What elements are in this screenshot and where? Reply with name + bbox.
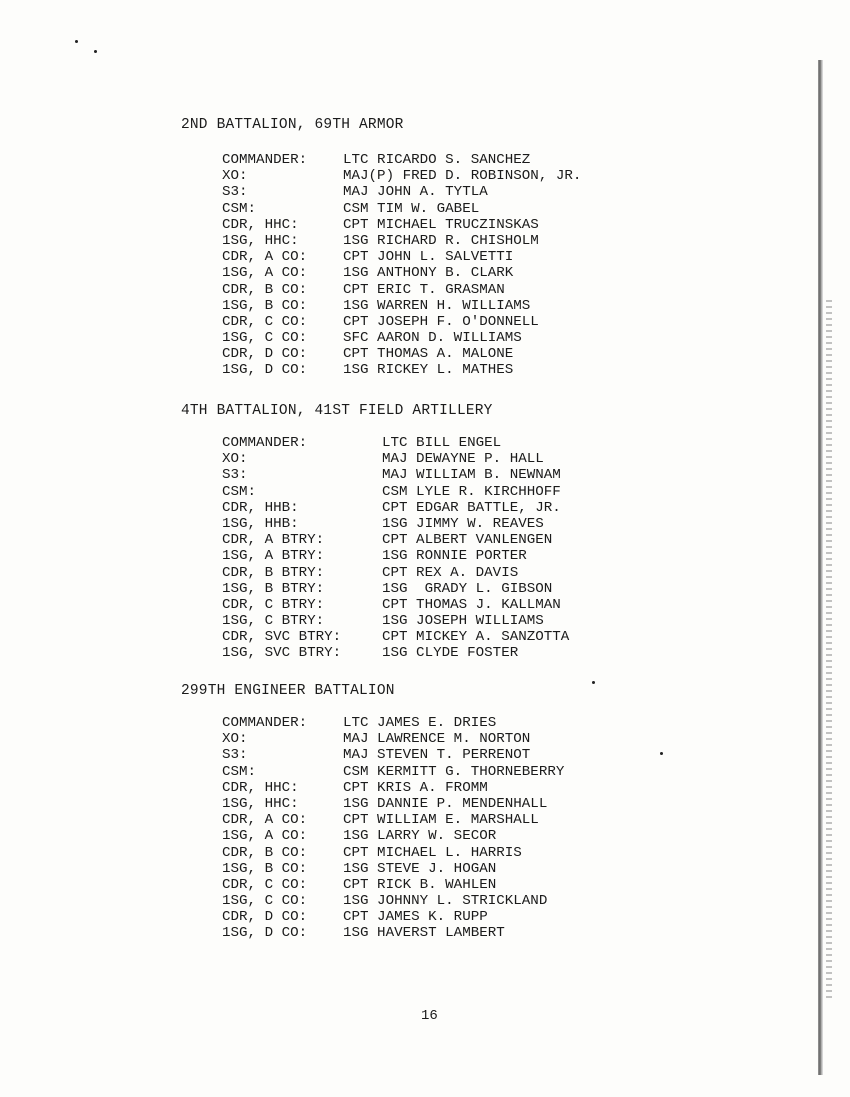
person-name: LTC BILL ENGEL (382, 435, 502, 451)
person-name: CPT EDGAR BATTLE, JR. (382, 499, 561, 516)
role-label: CSM: (222, 763, 257, 780)
person-name: MAJ STEVEN T. PERRENOT (343, 747, 531, 764)
roster-section-2 (222, 435, 570, 662)
scan-edge-noise (826, 300, 832, 1000)
roster-section-1 (222, 152, 582, 379)
role-label: 1SG, HHC: (222, 795, 299, 812)
person-name: 1SG WARREN H. WILLIAMS (343, 297, 531, 314)
role-label: 1SG, A CO: (222, 265, 308, 282)
role-label: 1SG, C CO: (222, 330, 308, 347)
person-name: 1SG JOHNNY L. STRICKLAND (343, 893, 548, 910)
person-name: CSM LYLE R. KIRCHHOFF (382, 483, 561, 500)
role-label: 1SG, D CO: (222, 925, 308, 942)
person-name: 1SG CLYDE FOSTER (382, 645, 519, 662)
scan-speck (75, 40, 78, 43)
roster-row (222, 828, 497, 845)
roster-row (222, 580, 553, 597)
role-label: 1SG, C BTRY: (222, 613, 325, 630)
person-name: CPT JAMES K. RUPP (343, 909, 488, 926)
role-label: COMMANDER: (222, 715, 308, 731)
role-label: CDR, C BTRY: (222, 596, 325, 613)
person-name: CPT JOHN L. SALVETTI (343, 249, 514, 266)
role-label: 1SG, B BTRY: (222, 580, 325, 597)
roster-row (222, 893, 548, 910)
scan-speck (94, 50, 97, 53)
roster-row (222, 265, 514, 282)
person-name: 1SG RICHARD R. CHISHOLM (343, 232, 539, 249)
roster-row (222, 844, 522, 861)
roster-row (222, 346, 514, 363)
roster-row (222, 483, 561, 500)
person-name: LTC JAMES E. DRIES (343, 715, 497, 731)
role-label: 1SG, B CO: (222, 297, 308, 314)
role-label: COMMANDER: (222, 435, 308, 451)
person-name: CPT THOMAS A. MALONE (343, 346, 514, 363)
section-heading: 299TH ENGINEER BATTALION (181, 683, 395, 699)
person-name: 1SG RICKEY L. MATHES (343, 362, 514, 379)
person-name: 1SG ANTHONY B. CLARK (343, 265, 514, 282)
person-name: MAJ(P) FRED D. ROBINSON, JR. (343, 168, 582, 185)
person-name: CSM TIM W. GABEL (343, 200, 480, 217)
person-name: CPT WILLIAM E. MARSHALL (343, 812, 539, 829)
scan-speck (592, 681, 595, 684)
section-heading: 4TH BATTALION, 41ST FIELD ARTILLERY (181, 403, 493, 419)
roster-row (222, 451, 544, 468)
roster-row (222, 763, 565, 780)
roster-row (222, 249, 514, 266)
roster-row (222, 499, 561, 516)
roster-row (222, 812, 539, 829)
person-name: MAJ DEWAYNE P. HALL (382, 451, 544, 468)
role-label: CSM: (222, 200, 257, 217)
roster-row (222, 795, 548, 812)
person-name: 1SG JIMMY W. REAVES (382, 515, 544, 532)
roster-row (222, 216, 539, 233)
role-label: CDR, SVC BTRY: (222, 629, 342, 646)
roster-row (222, 435, 502, 451)
role-label: 1SG, HHB: (222, 515, 299, 532)
roster-row (222, 184, 488, 201)
person-name: SFC AARON D. WILLIAMS (343, 330, 522, 347)
role-label: S3: (222, 184, 248, 201)
roster-row (222, 362, 514, 379)
role-label: XO: (222, 451, 248, 468)
roster-row (222, 330, 522, 347)
role-label: S3: (222, 747, 248, 764)
role-label: CDR, D CO: (222, 909, 308, 926)
person-name: 1SG JOSEPH WILLIAMS (382, 613, 544, 630)
roster-row (222, 515, 544, 532)
role-label: CDR, A CO: (222, 249, 308, 266)
role-label: CDR, HHC: (222, 779, 299, 796)
role-label: 1SG, A CO: (222, 828, 308, 845)
roster-row (222, 860, 497, 877)
roster-row (222, 200, 480, 217)
person-name: LTC RICARDO S. SANCHEZ (343, 152, 531, 168)
person-name: 1SG GRADY L. GIBSON (382, 580, 553, 597)
roster-row (222, 467, 561, 484)
person-name: MAJ JOHN A. TYTLA (343, 184, 488, 201)
person-name: 1SG DANNIE P. MENDENHALL (343, 795, 548, 812)
role-label: CDR, HHB: (222, 499, 299, 516)
roster-row (222, 152, 531, 168)
role-label: 1SG, B CO: (222, 860, 308, 877)
person-name: CPT RICK B. WAHLEN (343, 876, 497, 893)
person-name: CPT ERIC T. GRASMAN (343, 281, 505, 298)
person-name: CPT ALBERT VANLENGEN (382, 532, 553, 549)
roster-row (222, 876, 497, 893)
section-heading: 2ND BATTALION, 69TH ARMOR (181, 117, 404, 133)
roster-row (222, 564, 519, 581)
roster-row (222, 629, 570, 646)
roster-section-3 (222, 715, 565, 942)
person-name: CPT REX A. DAVIS (382, 564, 519, 581)
person-name: MAJ LAWRENCE M. NORTON (343, 731, 531, 748)
person-name: CPT JOSEPH F. O'DONNELL (343, 313, 539, 330)
role-label: CDR, A CO: (222, 812, 308, 829)
role-label: 1SG, C CO: (222, 893, 308, 910)
role-label: 1SG, SVC BTRY: (222, 645, 342, 662)
person-name: CPT THOMAS J. KALLMAN (382, 596, 561, 613)
role-label: CDR, A BTRY: (222, 532, 325, 549)
person-name: 1SG HAVERST LAMBERT (343, 925, 505, 942)
person-name: 1SG STEVE J. HOGAN (343, 860, 497, 877)
roster-row (222, 715, 497, 731)
roster-row (222, 925, 505, 942)
roster-row (222, 232, 539, 249)
role-label: CDR, HHC: (222, 216, 299, 233)
person-name: CPT KRIS A. FROMM (343, 779, 488, 796)
roster-row (222, 548, 527, 565)
role-label: S3: (222, 467, 248, 484)
role-label: CDR, B CO: (222, 844, 308, 861)
role-label: CDR, D CO: (222, 346, 308, 363)
role-label: COMMANDER: (222, 152, 308, 168)
roster-row (222, 731, 531, 748)
roster-row (222, 168, 582, 185)
role-label: CDR, B CO: (222, 281, 308, 298)
role-label: 1SG, A BTRY: (222, 548, 325, 565)
roster-row (222, 747, 531, 764)
roster-row (222, 779, 488, 796)
roster-row (222, 613, 544, 630)
roster-row (222, 281, 505, 298)
role-label: 1SG, D CO: (222, 362, 308, 379)
roster-row (222, 596, 561, 613)
person-name: CPT MICHAEL TRUCZINSKAS (343, 216, 539, 233)
role-label: XO: (222, 168, 248, 185)
roster-row (222, 909, 488, 926)
roster-row (222, 297, 531, 314)
person-name: CPT MICHAEL L. HARRIS (343, 844, 522, 861)
person-name: CSM KERMITT G. THORNEBERRY (343, 763, 565, 780)
roster-row (222, 313, 539, 330)
person-name: 1SG RONNIE PORTER (382, 548, 527, 565)
role-label: CDR, C CO: (222, 313, 308, 330)
page-number: 16 (421, 1008, 438, 1024)
person-name: MAJ WILLIAM B. NEWNAM (382, 467, 561, 484)
role-label: XO: (222, 731, 248, 748)
role-label: CSM: (222, 483, 257, 500)
role-label: CDR, B BTRY: (222, 564, 325, 581)
scan-edge-shadow (818, 60, 823, 1075)
scan-speck (660, 752, 663, 755)
roster-row (222, 645, 519, 662)
role-label: CDR, C CO: (222, 876, 308, 893)
roster-row (222, 532, 553, 549)
role-label: 1SG, HHC: (222, 232, 299, 249)
person-name: CPT MICKEY A. SANZOTTA (382, 629, 570, 646)
person-name: 1SG LARRY W. SECOR (343, 828, 497, 845)
